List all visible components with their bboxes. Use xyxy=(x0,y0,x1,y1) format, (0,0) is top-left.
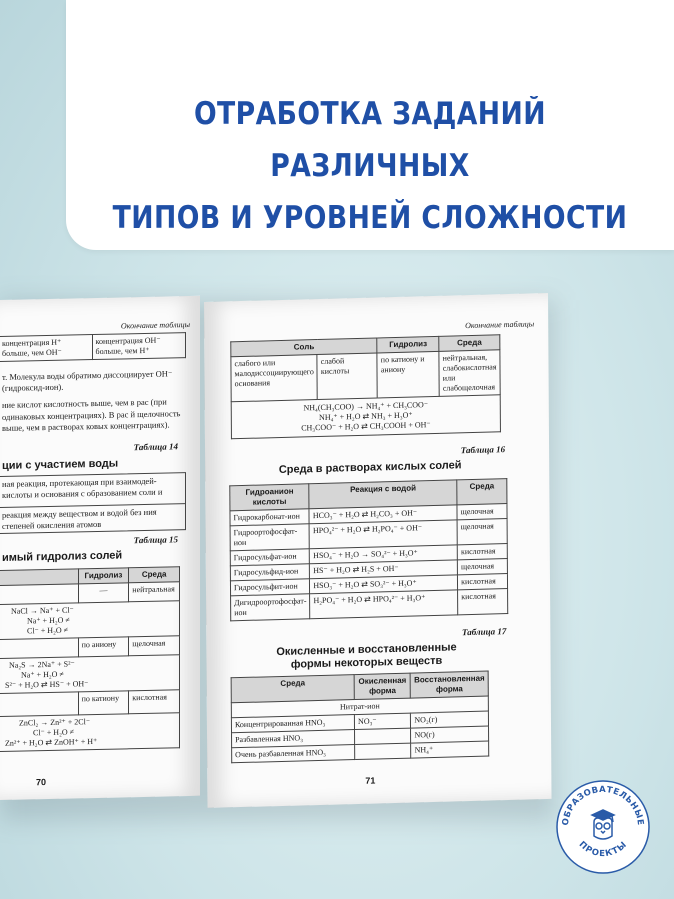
equation: Cl⁻ + H₂O ≠ xyxy=(27,625,69,636)
redox-forms-table xyxy=(231,671,490,764)
table-label: Таблица 16 xyxy=(460,444,506,456)
section-title: ции с участием воды xyxy=(2,457,119,472)
equation: Zn²⁺ + H₂O ⇄ ZnOH⁺ + H⁺ xyxy=(5,736,98,748)
table-cell: щелочная xyxy=(457,519,507,545)
table-cell xyxy=(0,638,78,659)
book-page-right xyxy=(204,293,552,808)
logo-bottom-text: ПРОЕКТЫ xyxy=(576,839,630,860)
table-header: Среда xyxy=(439,335,500,352)
left-top-table xyxy=(0,332,186,362)
banner-title-line-2: ТИПОВ И УРОВНЕЙ СЛОЖНОСТИ xyxy=(112,200,628,236)
table-header: Гидролиз xyxy=(377,336,439,353)
table-label: Таблица 17 xyxy=(461,626,507,638)
table-cell: NH₄⁺ xyxy=(411,741,489,758)
publisher-logo xyxy=(554,778,652,876)
table-cell: Гидросульфид-ион xyxy=(230,564,309,581)
table-cell: Гидрокарбонат-ион xyxy=(230,509,309,526)
banner-title-line-1: ОТРАБОТКА ЗАДАНИЙ РАЗЛИЧНЫХ xyxy=(193,96,547,184)
table-cell: Дигидроортофосфат-ион xyxy=(231,594,311,621)
table-cell: щелочная xyxy=(457,504,507,520)
equation: ZnCl₂ → Zn²⁺ + 2Cl⁻ xyxy=(19,717,91,728)
title-banner xyxy=(66,0,674,250)
left-hydrolysis-table xyxy=(0,566,180,752)
table-cell: Разбавленная HNO₃ xyxy=(232,730,355,748)
table-cell: нейтральная, слабокислотная или слабощелочная xyxy=(439,350,500,397)
table-cell: HSO₃⁻ + H₂O ⇄ SO₃²⁻ + H₃O⁺ xyxy=(310,575,458,594)
table-cell: Гидроортофосфат-ион xyxy=(230,524,310,551)
table-cell: H₂PO₄⁻ + H₂O ⇄ HPO₄²⁻ + H₃O⁺ xyxy=(310,590,458,619)
table-cell: Гидросульфит-ион xyxy=(230,579,309,596)
salt-table xyxy=(230,334,501,439)
table-cell: по аниону xyxy=(78,637,129,657)
page-number: 70 xyxy=(36,777,47,788)
table-cell: Концентрированная HNO₃ xyxy=(231,715,354,733)
equation: NH₄(CH₃COO) → NH₄⁺ + CH₃COO⁻ xyxy=(303,400,429,413)
equation-block xyxy=(0,601,180,640)
table-header: Гидроанион кислоты xyxy=(230,484,310,511)
definition: ная реакция, протекающая при взаимодей- кислоты и основания с образованием соли и xyxy=(0,473,185,508)
table-header: Среда xyxy=(231,675,354,703)
table-cell xyxy=(355,728,411,744)
continued-label: Окончание таблицы xyxy=(120,320,190,331)
table-cell: по катиону и аниону xyxy=(377,351,439,398)
table-cell: Очень разбавленная HNO₃ xyxy=(232,745,355,763)
table-title: Среда в растворах кислых солей xyxy=(278,459,462,477)
equation-block xyxy=(231,395,500,439)
table-cell: HS⁻ + H₂O ⇄ H₂S + OH⁻ xyxy=(310,560,458,579)
definition: реакция между веществом и водой без ния степеней окисления атомов xyxy=(2,506,157,531)
equation: NH₄⁺ + H₂O ⇄ NH₃ + H₃O⁺ xyxy=(319,410,413,422)
table-header: Среда xyxy=(129,567,180,583)
definition-box xyxy=(0,472,186,534)
table-cell: Гидросульфат-ион xyxy=(230,549,309,566)
equation: Na⁺ + H₂O ≠ xyxy=(21,669,64,680)
table-cell xyxy=(355,743,411,759)
section-title: имый гидролиз солей xyxy=(2,549,123,564)
table-cell: NO₃⁻ xyxy=(354,713,410,729)
table-cell: NO₂(г) xyxy=(411,711,489,728)
equation: S²⁻ + H₂O ⇄ HS⁻ + OH⁻ xyxy=(5,679,89,690)
equation: Na₂S → 2Na⁺ + S²⁻ xyxy=(9,659,75,670)
table-label: Таблица 14 xyxy=(133,441,178,453)
banner-title xyxy=(109,88,632,244)
acid-salts-table xyxy=(229,478,508,621)
table-header: Соль xyxy=(231,338,377,357)
equation-block xyxy=(0,713,180,752)
table-label: Таблица 15 xyxy=(133,534,178,546)
table-header: Среда xyxy=(457,479,507,505)
table-group-row: Нитрат-ион xyxy=(231,696,488,718)
table-header: Окисленная форма xyxy=(354,673,411,699)
table-cell: кислотная xyxy=(129,690,180,714)
table-cell: кислотная xyxy=(458,589,508,615)
table-cell: кислотная xyxy=(457,544,507,560)
table-cell: концентрация H⁺ больше, чем OH⁻ xyxy=(0,335,92,362)
equation: NaCl → Na⁺ + Cl⁻ xyxy=(11,605,74,616)
table-cell: — xyxy=(78,583,129,603)
paragraph: ние кислот кислотность выше, чем в рас (при одинаковых концентрациях). В рас й щелочность выше, чем в растворах ковых концентрациях). xyxy=(2,396,181,433)
table-cell: концентрация OH⁻ больше, чем H⁺ xyxy=(92,333,186,360)
table-header: Реакция с водой xyxy=(309,480,457,509)
equation-block xyxy=(0,655,180,694)
table-cell: HCO₃⁻ + H₂O ⇄ H₂CO₃ + OH⁻ xyxy=(309,505,457,524)
table-cell: HPO₄²⁻ + H₂O ⇄ H₂PO₄⁻ + OH⁻ xyxy=(309,520,457,549)
table-cell: нейтральная xyxy=(129,582,180,602)
table-title: Окисленные и восстановленные формы некоторых веществ xyxy=(276,641,457,671)
table-cell: щелочная xyxy=(129,636,180,656)
book-page-left xyxy=(0,296,200,800)
table-cell: HSO₄⁻ + H₂O → SO₄²⁻ + H₃O⁺ xyxy=(310,545,458,564)
table-cell: щелочная xyxy=(457,559,507,575)
table-header xyxy=(0,569,78,586)
table-cell xyxy=(0,584,78,605)
table-header: Гидролиз xyxy=(78,568,129,584)
paragraph: т. Молекула воды обратимо диссоциирует OH⁻ (гидроксид-ион). xyxy=(2,368,173,393)
table-cell: кислотная xyxy=(458,574,508,590)
continued-label: Окончание таблицы xyxy=(465,319,535,331)
table-cell xyxy=(0,692,78,717)
table-header: Восстановленная форма xyxy=(411,671,489,698)
page-number: 71 xyxy=(365,775,376,786)
logo-top-text: ОБРАЗОВАТЕЛЬНЫЕ xyxy=(560,784,646,827)
table-cell: слабого или малодиссоциирующего основания xyxy=(231,355,318,402)
publisher-logo-icon xyxy=(554,778,652,876)
equation: Cl⁻ + H₂O ≠ xyxy=(33,727,75,738)
table-cell: слабой кислоты xyxy=(317,353,377,400)
equation: CH₃COO⁻ + H₂O ⇄ CH₃COOH + OH⁻ xyxy=(301,420,431,433)
equation: Na⁺ + H₂O ≠ xyxy=(27,615,70,626)
table-cell: NO(г) xyxy=(411,726,489,743)
table-cell: по катиону xyxy=(78,691,129,715)
